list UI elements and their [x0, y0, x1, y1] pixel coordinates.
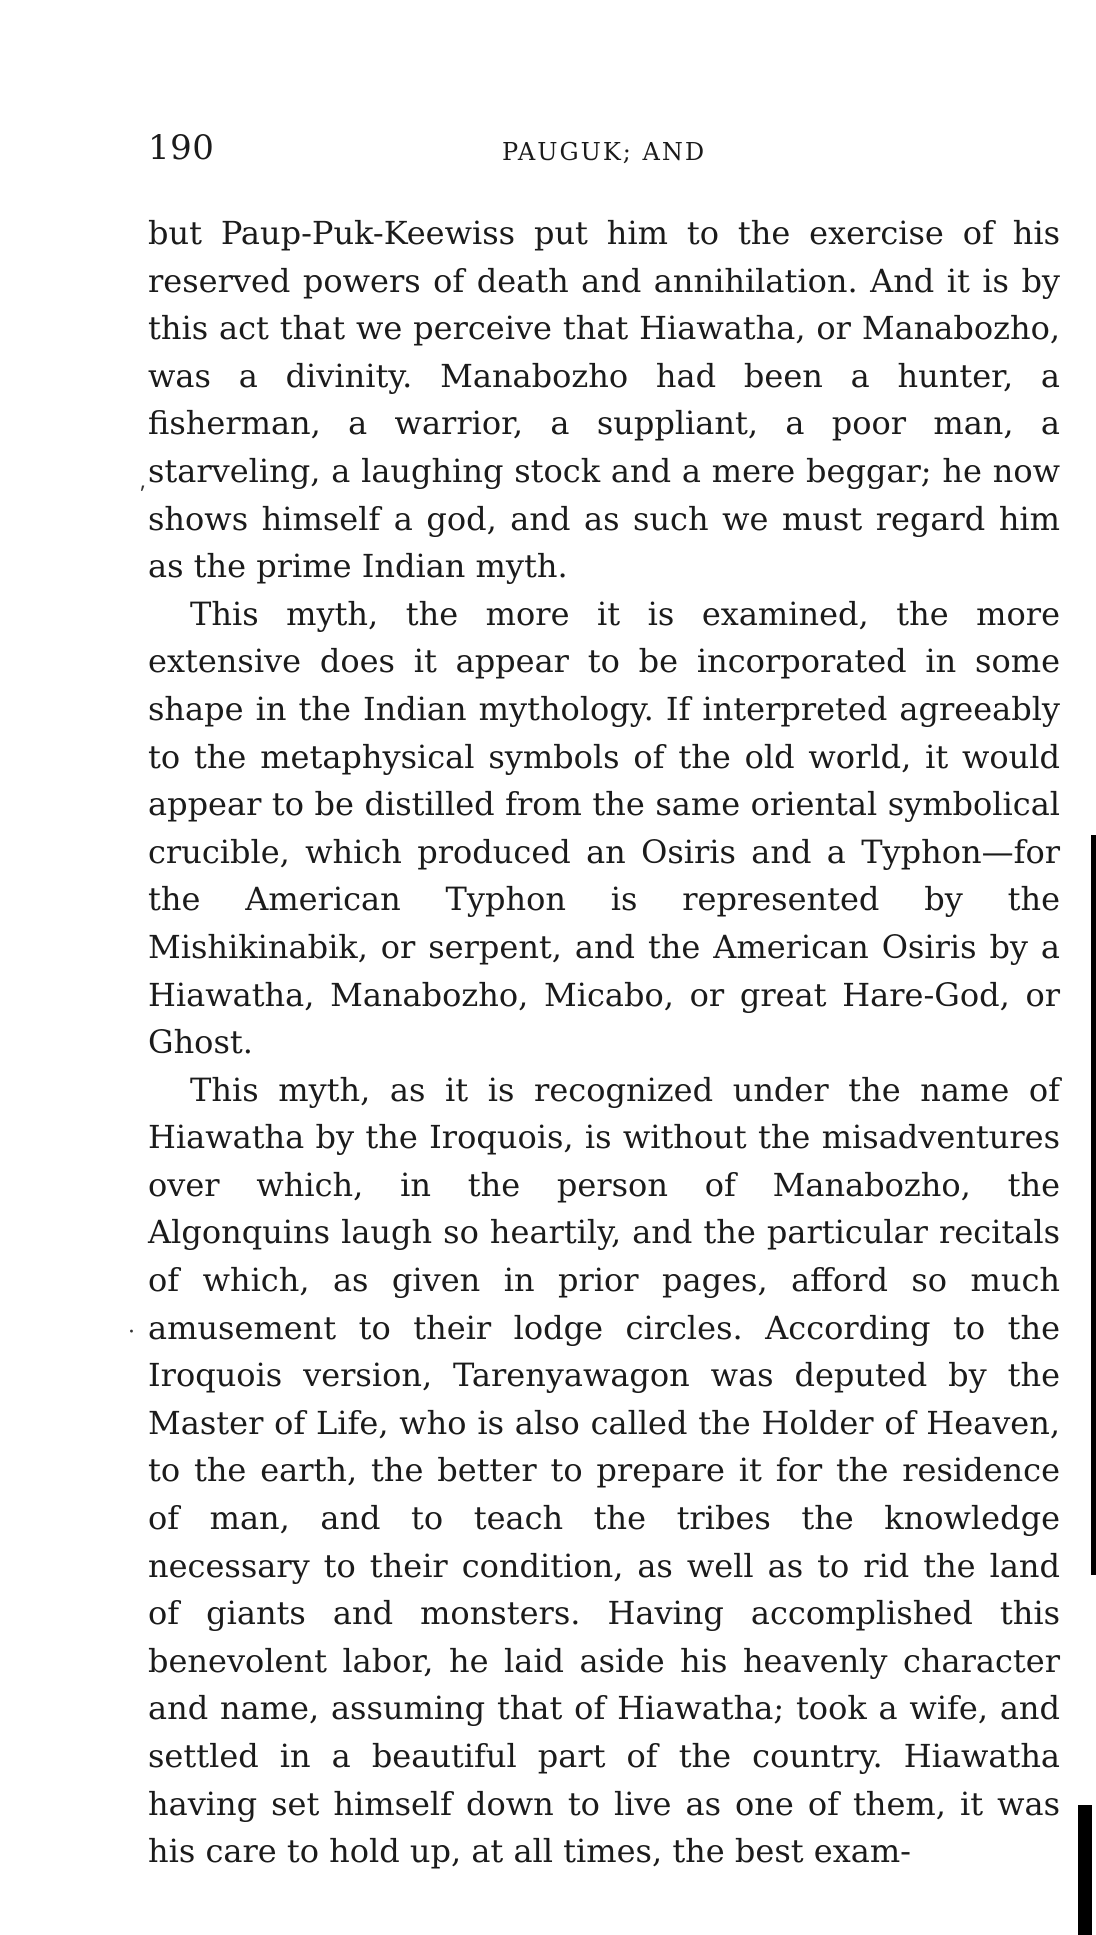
page-number: 190	[148, 128, 215, 168]
scan-edge-shadow-upper	[1091, 835, 1096, 1575]
paragraph-3: This myth, as it is recognized under the name of Hiawatha by the Iroquois, is without the misadventures over which, in the person of Manabozho, the Algonquins laugh so heartily, and the particular recitals of which, as given in prior pages, afford so much amusement to their lodge circles. According to the Iroquois version, Tarenyawagon was deputed by the Master of Life, who is also called the Holder of Heaven, to the earth, the better to prepare it for the residence of man, and to teach the tribes the knowledge necessary to their condition, as well as to rid the land of giants and monsters. Having accomplished this benevolent labor, he laid aside his heavenly character and name, assuming that of Hiawatha; took a wife, and settled in a beautiful part of the country. Hiawatha having set himself down to live as one of them, it was his care to hold up, at all times, the best exam-	[148, 1070, 1060, 1871]
margin-mark-lower: ·	[128, 1320, 135, 1345]
paragraph-1: but Paup-Puk-Keewiss put him to the exercise of his reserved powers of death and annihilation. And it is by this act that we perceive that Hiawatha, or Manabozho, was a divinity. Manabozho had been a hunter, a fisherman, a warrior, a suppliant, a poor man, a starveling, a laughing stock and a mere beggar; he now shows himself a god, and as such we must regard him as the prime Indian myth.	[148, 214, 1060, 586]
body-text	[148, 210, 1060, 1876]
paragraph-2: This myth, the more it is examined, the more extensive does it appear to be incorporated in some shape in the Indian mythology. If interpreted agreeably to the metaphysical symbols of the old world, it would appear to be distilled from the same oriental symbolical crucible, which produced an Osiris and a Typhon—for the American Typhon is represented by the Mishikinabik, or serpent, and the American Osiris by a Hiawatha, Manabozho, Micabo, or great Hare-God, or Ghost.	[148, 594, 1060, 1062]
margin-mark-upper: ⸴	[140, 472, 146, 497]
page-header	[148, 128, 1060, 168]
running-head: PAUGUK; AND	[501, 138, 707, 166]
scan-edge-shadow-lower	[1078, 1805, 1092, 1935]
